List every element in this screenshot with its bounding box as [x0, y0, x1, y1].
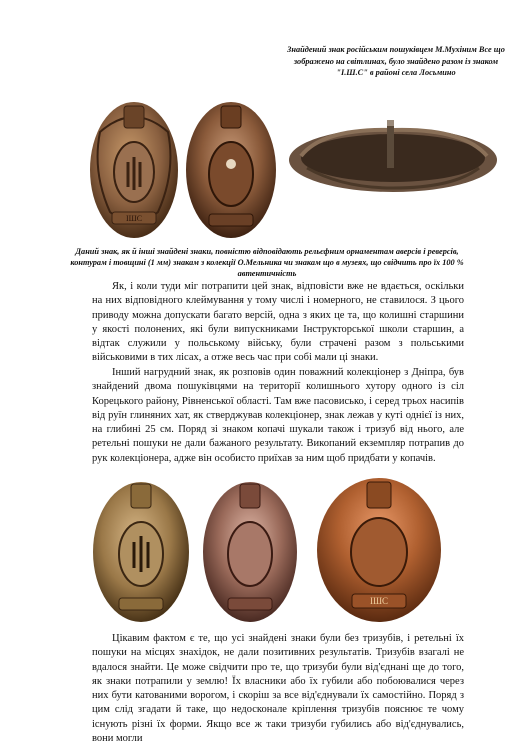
photo-caption-right: Знайдений знак російським пошуківцем М.Мухіним Все що зображено на світлинах, було знайдено разом із знаком "І.Ш.С" в районі села Лосьмино	[287, 45, 505, 77]
found-badge-photo-1	[90, 470, 192, 626]
paragraph-1-text: Як, і коли туди міг потрапити цей знак, відповісти вже не вдається, оскільки на них відповідного клеймування у тому числі і номерного, не ставилося. З цього приводу можна допускати багато версій, одна з яких це та, що колишні старшини у якості полонених, які були випускниками Інструкторської школи старшин, а відтак служили у польському війську, були страчені разом з польськими військовими в тих лісах, а отже весь час при собі мали ці знаки.	[92, 281, 464, 364]
found-badge-photo-3	[314, 470, 444, 626]
found-badge-photo-2	[200, 470, 300, 626]
badge-photo-front	[88, 92, 180, 242]
badge-authenticity-caption: Даний знак, як й інші знайдені знаки, повністю відповідають рельєфним орнаментам аверсів і реверсів, контурам і товщині (1 мм) знакам з колекції О.Мельника чи знакам що в музеях, що свідчить про їх 100 % автентичність	[70, 247, 464, 278]
body-paragraph-1	[92, 280, 464, 366]
badge-backplate-photo	[283, 108, 503, 200]
badge-photo-back	[184, 92, 278, 242]
badge-plaque-label: ІШС	[125, 214, 143, 223]
body-paragraph-3	[92, 632, 464, 746]
paragraph-3-text: Цікавим фактом є те, що усі знайдені знаки були без тризубів, і ретельні їх пошуки на місцях знахідок, не дали позитивних результатів. Тризубів взагалі не вдалося знайти. Це може свідчити про те, що тризуби були від'єднані ще до того, як знаки потрапили у землю! Їх власники або їх губили або побоювалися через них бути катованими ворогом, і скоріш за все від'єднували їх самостійно. Поряд з цим слід згадати й таке, що недосконале кріплення тризубів пояснює те чому існують різні їх форми. Якщо все ж таки тризуби губились або від'єднувались, вони могли	[92, 633, 464, 745]
body-paragraph-2	[92, 366, 464, 466]
paragraph-2-text: Інший нагрудний знак, як розповів один поважний колекціонер з Дніпра, був знайдений двома пошуківцями на території колишнього хутору одного із сіл Корецького району, Рівненської області. Там вже пасовисько, і серед трьох насипів від руїн глиняних хат, як стверджував колекціонер, знак лежав у куті однієї із них, на глибині 25 см. Поряд зі знаком копачі шукали також і тризуб від нього, але ретельні пошуки не дали бажаного результату. Викопаний екземпляр потрапив до рук колекціонера, адже він особисто приїхав за ним щоб придбати у копачів.	[92, 367, 464, 464]
badge-plaque-label-3: ІШС	[369, 596, 389, 606]
